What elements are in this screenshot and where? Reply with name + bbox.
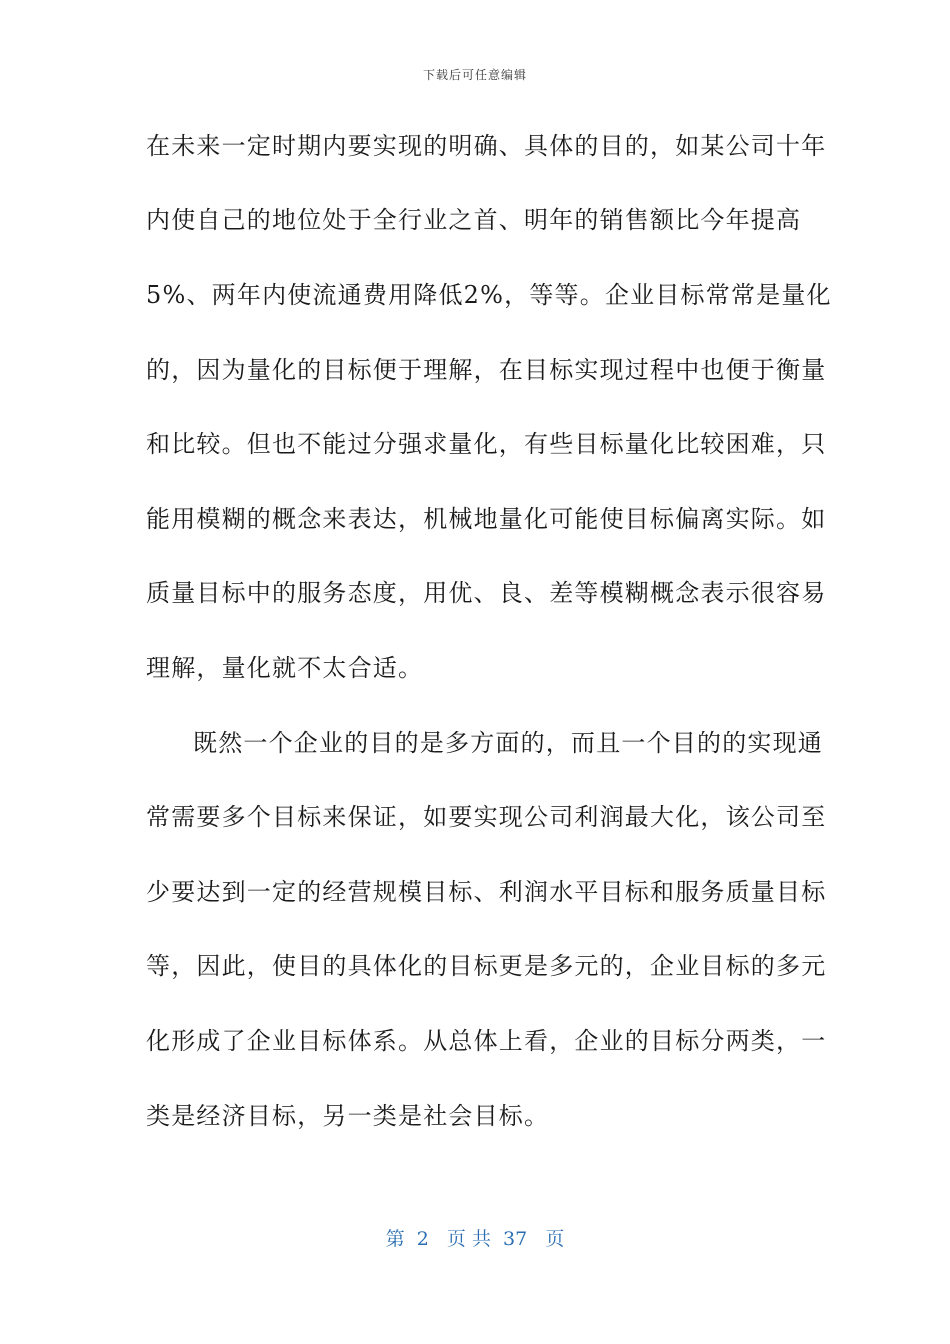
body-text-line: 的，因为量化的目标便于理解，在目标实现过程中也便于衡量	[146, 356, 827, 384]
body-text-line: 少要达到一定的经营规模目标、利润水平目标和服务质量目标	[146, 878, 827, 906]
body-text-line: 内使自己的地位处于全行业之首、明年的销售额比今年提高	[146, 206, 802, 234]
body-text-line: 既然一个企业的目的是多方面的，而且一个目的的实现通	[193, 729, 823, 757]
body-text-line: 化形成了企业目标体系。从总体上看，企业的目标分两类，一	[146, 1027, 827, 1055]
body-text-line: 5%、两年内使流通费用降低2%，等等。企业目标常常是量化	[146, 281, 832, 309]
body-text-line: 和比较。但也不能过分强求量化，有些目标量化比较困难，只	[146, 430, 827, 458]
body-text-line: 类是经济目标，另一类是社会目标。	[146, 1102, 550, 1130]
body-text-line: 在未来一定时期内要实现的明确、具体的目的，如某公司十年	[146, 132, 827, 160]
body-text-line: 质量目标中的服务态度，用优、良、差等模糊概念表示很容易	[146, 579, 827, 607]
body-text-line: 等，因此，使目的具体化的目标更是多元的，企业目标的多元	[146, 952, 827, 980]
page-number-footer: 第 2 页 共 37 页	[385, 1228, 565, 1250]
body-text-line: 能用模糊的概念来表达，机械地量化可能使目标偏离实际。如	[146, 505, 827, 533]
header-note: 下载后可任意编辑	[422, 68, 527, 82]
body-text-line: 理解，量化就不太合适。	[146, 654, 424, 682]
body-text-line: 常需要多个目标来保证，如要实现公司利润最大化，该公司至	[146, 803, 827, 831]
